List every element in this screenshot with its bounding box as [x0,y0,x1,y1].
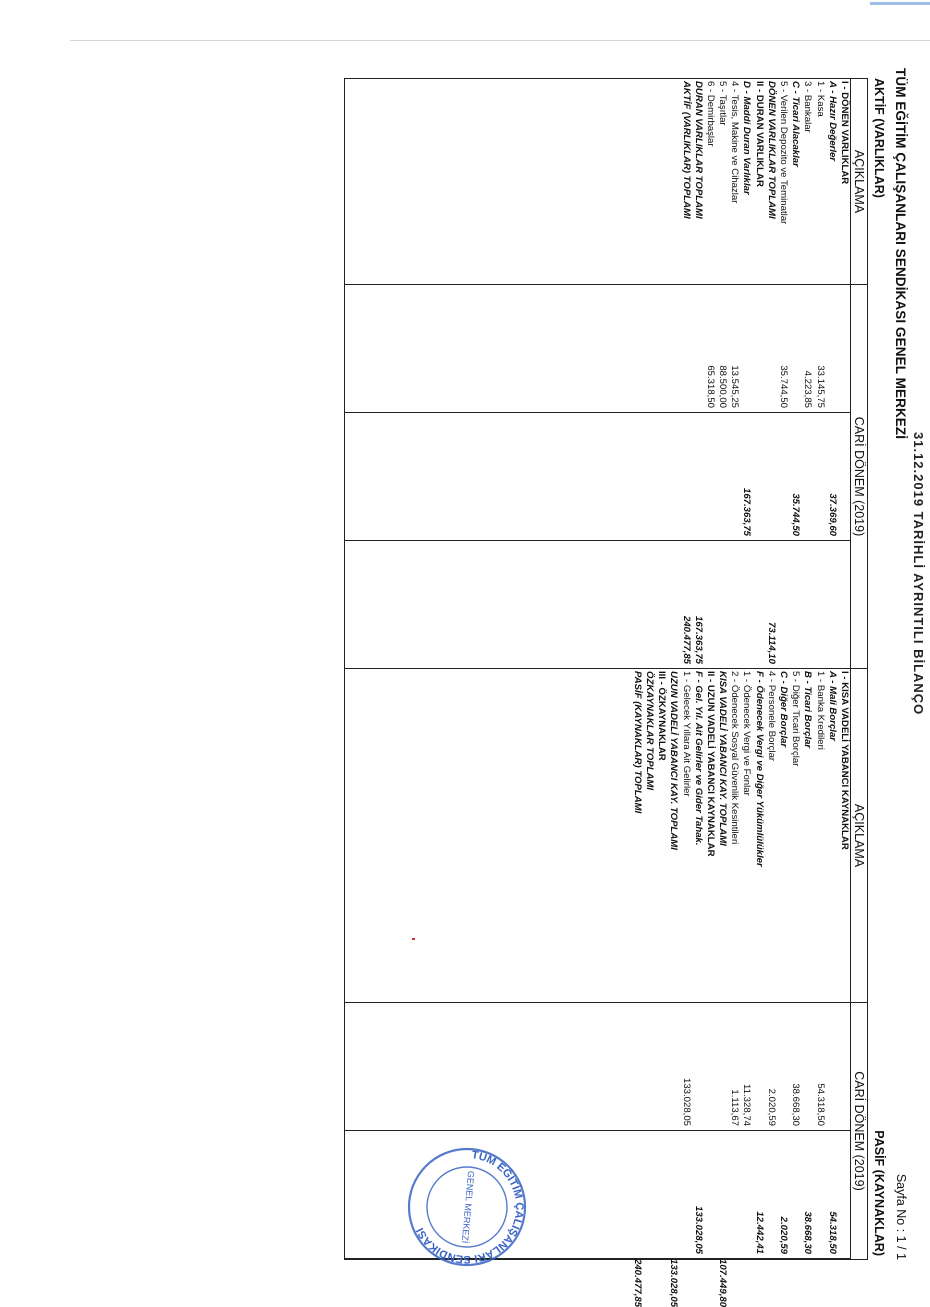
aktif-row-value [692,413,704,540]
aktif-row-value [679,413,691,540]
pasif-row-value [753,1259,765,1263]
pasif-row-label: 1 - Ödenecek Vergi ve Fonlar [741,671,753,796]
aktif-section-title: AKTİF (VARLIKLAR) [872,78,886,198]
pasif-row-value [765,1131,777,1258]
pasif-row-value: 240.477,85 [631,1259,643,1307]
aktif-row-label: I - DÖNEN VARLIKLAR [839,81,850,185]
aktif-row-value [777,541,789,668]
pasif-row-value [740,1259,752,1263]
aktif-row-value: 33.145,75 [814,365,826,408]
pasif-row-value [643,1131,655,1258]
pasif-row-value [692,1003,704,1130]
aktif-row-label: DURAN VARLIKLAR TOPLAMI [692,81,704,219]
pasif-row-label: 1 - Gelecek Yıllara Ait Gelirler [680,671,692,797]
aktif-row-value [740,285,752,412]
aktif-subtotal-column [345,413,851,541]
aktif-row-value [813,413,825,540]
pasif-row-value: 54.318,50 [814,1083,826,1127]
aktif-row-label: 3 - Bankalar [802,81,814,133]
aktif-row-value [692,285,704,412]
pasif-row-value: 2.020,59 [778,1216,790,1255]
pasif-row-value [655,1259,667,1263]
pasif-row-value [826,1259,838,1263]
pasif-row-value [813,1259,825,1263]
aktif-row-value: 13.545,25 [729,365,741,408]
aktif-row-label: 6 - Demirbaşlar [704,81,716,147]
pasif-detail-column [345,1003,851,1131]
aktif-row-value: 4.223,85 [802,370,814,408]
pasif-description-column [345,669,851,1003]
aktif-row-value [704,413,716,540]
aktif-row-value [789,541,801,668]
pasif-row-value: 38.668,30 [802,1211,814,1255]
pasif-row-value: 133.028,05 [668,1259,680,1307]
pasif-row-value [643,1259,655,1263]
organization-title: TÜM EĞİTİM ÇALIŞANLARI SENDİKASI GENEL MERKEZİ [893,68,908,440]
pasif-row-value [704,1003,716,1130]
pasif-row-value [777,1003,789,1130]
aktif-row-value [813,541,825,668]
pasif-row-value [631,1131,643,1258]
pasif-row-value [826,1003,838,1130]
aktif-row-value [765,285,777,412]
aktif-total-column [345,541,851,669]
pasif-row-value [728,1131,740,1258]
aktif-row-label: 4 - Tesis, Makine ve Cihazlar [729,81,741,204]
aktif-row-value [801,541,813,668]
pasif-row-value: 133.028,05 [692,1206,704,1255]
pasif-row-value [801,1259,813,1263]
aktif-row-value [801,413,813,540]
pasif-row-value [838,1003,850,1130]
aktif-row-label: C - Ticari Alacaklar [790,81,802,167]
aktif-period-header: CARİ DÖNEM (2019) [851,285,868,669]
aktif-description-header: AÇIKLAMA [851,79,868,285]
pasif-row-value [679,1259,691,1263]
pasif-row-label: F - Ödenecek Vergi ve Diğer Yükümlülükler [753,671,765,867]
aktif-row-label: 5 - Taşıtlar [717,81,729,126]
aktif-row-value [826,541,838,668]
aktif-row-value: 65.318,50 [704,365,716,408]
pasif-row-label: III - ÖZKAYNAKLAR [656,671,668,761]
aktif-row-value: 35.744,50 [790,493,802,536]
aktif-row-label: D - Maddi Duran Varlıklar [741,81,753,195]
aktif-row-value [728,413,740,540]
aktif-row-value [765,413,777,540]
pasif-row-label: 1 - Banka Kredileri [814,671,826,750]
pasif-row-label: ÖZKAYNAKLAR TOPLAMI [644,671,655,791]
aktif-row-value [728,541,740,668]
aktif-row-value [838,413,850,540]
pasif-description-header: AÇIKLAMA [851,669,868,1003]
aktif-row-value [753,541,765,668]
pasif-row-value [704,1131,716,1258]
pasif-row-value [655,1131,667,1258]
aktif-detail-column [345,285,851,413]
pasif-row-value [679,1131,691,1258]
aktif-row-value: 37.369,60 [826,493,838,536]
pasif-row-label: II - UZUN VADELİ YABANCI KAYNAKLAR [704,671,716,857]
pasif-row-value [643,1003,655,1130]
pasif-row-value: 2.020,59 [765,1088,777,1127]
aktif-row-value [789,285,801,412]
pasif-row-value [813,1131,825,1258]
pasif-row-value [667,1003,679,1130]
pasif-row-value [777,1259,789,1263]
pasif-row-value [704,1259,716,1263]
aktif-row-label: 1 - Kasa [814,81,826,117]
pasif-row-value [692,1259,704,1263]
pasif-row-label: PASİF (KAYNAKLAR) TOPLAMI [631,671,643,814]
pasif-row-label: F - Gel. Yıl. Ait Gelirler ve Gider Tahak. [692,671,704,846]
pasif-row-value: 133.028,05 [680,1078,692,1127]
pasif-row-value [728,1259,740,1263]
pasif-row-label: I - KISA VADELİ YABANCI KAYNAKLAR [839,671,850,850]
aktif-row-value [753,413,765,540]
aktif-row-value [679,285,691,412]
aktif-row-label: AKTİF (VARLIKLAR) TOPLAMI [680,81,692,219]
aktif-row-value [716,541,728,668]
pasif-section-title: PASİF (KAYNAKLAR) [872,1130,886,1256]
pasif-row-value [789,1259,801,1263]
stamp-ring-text: TÜM EĞİTİM ÇALIŞANLARI SENDİKASI [414,1149,526,1266]
pasif-row-label: 4 - Personele Borçlar [765,671,777,762]
aktif-row-value [826,285,838,412]
pasif-row-value [655,1003,667,1130]
pasif-row-value [838,1259,850,1263]
aktif-row-label: DÖNEN VARLIKLAR TOPLAMI [765,81,777,219]
aktif-row-value: 240.477,85 [680,616,692,665]
aktif-row-value: 88.500,00 [717,365,729,408]
aktif-row-value [777,413,789,540]
pasif-row-value [789,1131,801,1258]
pasif-row-value [765,1259,777,1263]
aktif-row-value [704,541,716,668]
pasif-row-value: 54.318,50 [826,1211,838,1255]
balance-sheet-table [344,78,868,1307]
aktif-row-value [740,541,752,668]
pasif-row-label: KISA VADELİ YABANCI KAY. TOPLAMI [717,671,729,846]
aktif-row-value: 35.744,50 [778,365,790,408]
pasif-row-value: 38.668,30 [790,1083,802,1127]
aktif-row-label: A - Hazır Değerler [826,81,838,162]
cut-off-heading: 31.12.2019 TARİHLİ AYRINTILI BİLANÇO [911,432,926,716]
pasif-row-value [801,1003,813,1130]
page-corner-mark [870,2,930,5]
aktif-row-value: 73.114,10 [765,622,777,665]
aktif-row-value [753,285,765,412]
aktif-row-value [716,413,728,540]
pasif-row-value: 12.442,41 [753,1211,765,1255]
pasif-row-value [740,1131,752,1258]
pasif-row-label: 2 - Ödenecek Sosyal Güvenlik Kesintileri [729,671,741,845]
pasif-row-value [716,1003,728,1130]
stamp-center-text: GENEL MERKEZİ [459,1170,477,1244]
pasif-row-value [716,1131,728,1258]
aktif-row-value: 167.363,75 [692,616,704,665]
aktif-row-label: 5 - Verilen Depozito ve Teminatlar [778,81,790,225]
pasif-period-header: CARİ DÖNEM (2019) [851,1003,868,1260]
aktif-row-label: II - DURAN VARLIKLAR [753,81,765,187]
pasif-row-value [631,1003,643,1130]
pasif-row-value: 107.449,80 [717,1259,729,1307]
aktif-description-column [345,79,851,285]
pasif-row-value [667,1131,679,1258]
pasif-row-label: UZUN VADELİ YABANCI KAY. TOPLAMI [668,671,680,850]
pasif-row-label: C - Diğer Borçlar [778,671,790,748]
union-seal-stamp [405,1145,530,1270]
pasif-row-value [753,1003,765,1130]
pasif-row-label: B - Ticari Borçlar [802,671,814,749]
pasif-row-value [838,1131,850,1258]
pasif-row-value: 11.328,74 [741,1084,753,1127]
aktif-row-value [838,285,850,412]
pasif-row-value: 1.113,67 [729,1089,741,1127]
aktif-row-value [838,541,850,668]
pasif-row-label: A - Mali Borçlar [826,671,838,742]
pasif-row-label: 5 - Diğer Ticari Borçlar [790,671,802,767]
aktif-row-value: 167.363,75 [741,487,753,536]
balance-sheet-page [60,12,926,1307]
page-number: Sayfa No : 1 / 1 [894,1173,908,1260]
